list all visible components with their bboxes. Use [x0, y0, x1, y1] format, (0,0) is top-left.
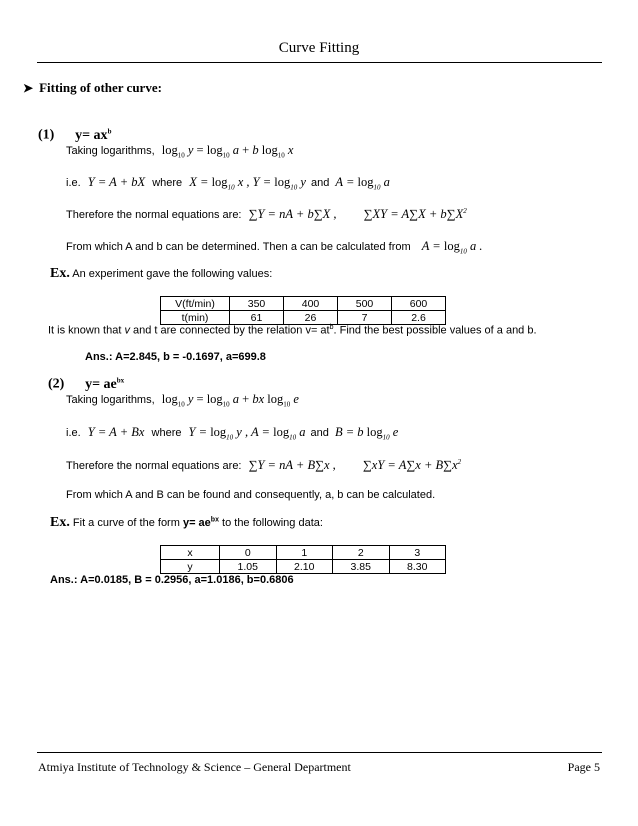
part1-heading: [38, 127, 111, 144]
section-heading: [23, 80, 162, 96]
part1-substitution-line: [66, 175, 390, 192]
part1-normal-eq-2: $\sum XY = A\sum X + b\sum X^2$: [363, 207, 467, 222]
part1-formula: $y= ax^b$: [75, 127, 112, 143]
part2-number: (2): [48, 376, 65, 392]
part1-number: (1): [38, 127, 55, 143]
table-cell: 500: [338, 297, 392, 311]
table-row: [161, 560, 446, 574]
part2-normal-eq-2: $\sum xY = A\sum x + B\sum x^2$: [362, 458, 462, 473]
part1-normal-eq-1: ∑Y = nA + b∑X ,: [248, 207, 337, 222]
table-cell: x: [161, 546, 220, 560]
example1-heading: [50, 266, 272, 282]
section-title: Fitting of other curve:: [39, 80, 162, 95]
table-cell: 2.10: [276, 560, 333, 574]
table-cell: 1.05: [220, 560, 277, 574]
part1-normal-equations-line: [66, 207, 467, 222]
part1-a-from-log: $A = \log_{10} a$ .: [421, 239, 483, 256]
arrow-bullet-icon: ➤: [23, 81, 34, 95]
example1-relation-line: It is known that v and t are connected by the relation $v= at^b$. Find the best possible values of a and b.: [48, 324, 537, 337]
table-row: [161, 297, 446, 311]
part1-normal-eq-label: Therefore the normal equations are:: [66, 209, 242, 222]
table-cell: V(ft/min): [161, 297, 230, 311]
table-cell: 600: [392, 297, 446, 311]
part1-final-line: [66, 239, 482, 256]
footer-rule: [37, 752, 602, 753]
example1-answer: Ans.: A=2.845, b = -0.1697, a=699.8: [85, 351, 266, 363]
part2-formula: $y= ae^{bx}$: [85, 376, 125, 392]
example2-form: $y= ae^{bx}$: [182, 516, 219, 529]
table-cell: 3: [389, 546, 446, 560]
part1-and-label: and: [310, 177, 330, 189]
table-cell: 26: [284, 311, 338, 325]
example1-label: Ex.: [50, 266, 70, 281]
part2-final-line: [66, 489, 435, 501]
part2-normal-equations-line: [66, 458, 461, 473]
part1-definitions: $X = \log_{10} x$ , $Y = \log_{10} y$: [189, 175, 306, 192]
part2-ie-label: i.e.: [66, 427, 81, 439]
part2-normal-eq-1: ∑Y = nA + B∑x ,: [248, 458, 336, 473]
table-cell: 7: [338, 311, 392, 325]
footer-left-text: Atmiya Institute of Technology & Science – General Department: [38, 760, 351, 774]
part1-taking-logs-label: Taking logarithms,: [66, 145, 155, 157]
part2-log-equation: $\log_{10} y = \log_{10} a$ + bx $\log_{10} e$: [161, 392, 299, 409]
part1-taking-logs-line: [66, 143, 293, 160]
page-header-title: Curve Fitting: [278, 40, 360, 56]
part2-taking-logs-line: [66, 392, 299, 409]
example1-table: [160, 296, 446, 325]
table-row: [161, 546, 446, 560]
example2-label: Ex.: [50, 515, 70, 530]
table-cell: 1: [276, 546, 333, 560]
table-cell: 61: [230, 311, 284, 325]
part2-linear-form: Y = A + Bx: [87, 425, 145, 439]
table-row: [161, 311, 446, 325]
part2-heading: [48, 376, 124, 393]
part1-log-equation: $\log_{10} y = \log_{10} a + b$ $\log_{10} x$: [161, 143, 294, 160]
part1-ie-label: i.e.: [66, 177, 81, 189]
part2-b-definition: B = b $\log_{10} e$: [334, 425, 399, 442]
table-cell: 2: [333, 546, 390, 560]
table-cell: 2.6: [392, 311, 446, 325]
example2-heading: Ex. Fit a curve of the form $y= ae^{bx}$ to the following data:: [50, 515, 323, 530]
part2-where-label: where: [151, 427, 182, 439]
part2-final-text: From which A and B can be found and consequently, a, b can be calculated.: [66, 489, 436, 501]
part2-substitution-line: [66, 425, 398, 442]
page-number: Page 5: [567, 760, 600, 774]
part1-linear-form: Y = A + bX: [87, 175, 146, 189]
example2-answer: Ans.: A=0.0185, B = 0.2956, a=1.0186, b=0.6806: [50, 574, 294, 586]
table-cell: 0: [220, 546, 277, 560]
part2-definitions: $Y = \log_{10} y$ , $A = \log_{10} a$: [188, 425, 306, 442]
table-cell: t(min): [161, 311, 230, 325]
part2-and-label: and: [310, 427, 329, 439]
table-cell: 400: [284, 297, 338, 311]
part2-taking-logs-label: Taking logarithms,: [66, 394, 155, 406]
part2-normal-eq-label: Therefore the normal equations are:: [66, 460, 242, 473]
example1-text: An experiment gave the following values:: [72, 268, 273, 280]
part1-final-text: From which A and b can be determined. Then a can be calculated from: [66, 241, 411, 253]
part1-where-label: where: [152, 177, 183, 189]
table-cell: y: [161, 560, 220, 574]
part1-a-definition: $A = \log_{10} a$: [335, 175, 390, 192]
example2-table: [160, 545, 446, 574]
header-rule: [37, 62, 602, 63]
table-cell: 3.85: [333, 560, 390, 574]
table-cell: 8.30: [389, 560, 446, 574]
table-cell: 350: [230, 297, 284, 311]
